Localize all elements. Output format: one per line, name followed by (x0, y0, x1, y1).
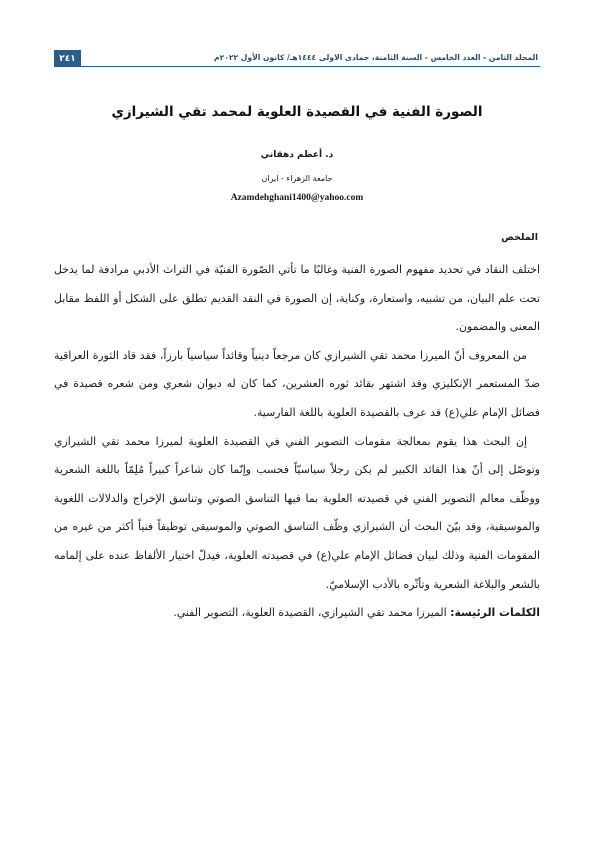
abstract-paragraph: من المعروف أنّ الميرزا محمد تقي الشيرازي كان مرجعاً دينياً وقائداً سياسياً بارزاً، فقد قاد الثورة العراقية ضدّ المستعمر الإنكليزي وقد اشتهر بقائد ثوره العشرين، كما كان له ديوان شعري ومن شعره قصيدة في فضائل الإمام علي(ع) قد عرف بالقصيدة العلوية باللغة الفارسية. (54, 348, 540, 419)
author-name: د. أعظم دهقاني (260, 150, 334, 160)
abstract-heading: الملخص (501, 232, 538, 243)
abstract-paragraph: إن البحث هذا يقوم بمعالجة مقومات التصوير الفني في القصيدة العلوية لميرزا محمد تقي الشيرازي وتوصّل إلى أنّ هذا القائد الكبير لم يكن رجلاً سياسيّاً فحسب وإنّما كان شاعراً كبيراً مُلِمّاً باللغة الشعرية ووظّف معالم التصوير الفني في قصيدته العلوية بما فيها التناسق الصوتي وتناسق الإخراج والدلالات اللغوية والموسيقية، وقد بيّنَ البحث أن الشيرازي وظّف التناسق الصوتي والموسيقى توظيفاً فنياً أكثر من غيره من المقومات الفنية وذلك لبيان فضائل الإمام علي(ع) في قصيدته العلوية، فيدلّ اختيار الألفاظ عنده على إلمامه بالشعر والبلاغة الشعرية وتأثّره بالأدب الإسلاميّ. (54, 434, 540, 591)
page-number: ٢٤١ (54, 50, 81, 67)
author-email: Azamdehghani1400@yahoo.com (230, 193, 364, 203)
keywords-text: الميرزا محمد تقي الشيرازي، القصيدة العلوية، التصوير الفني. (173, 606, 451, 620)
article-title: الصورة الفنية في القصيدة العلوية لمحمد تقي الشيرازي (111, 104, 483, 120)
abstract-body (54, 256, 540, 628)
keywords (54, 599, 540, 628)
running-header (54, 50, 540, 67)
keywords-label: الكلمات الرئيسة: (450, 606, 540, 620)
running-head-text: المجلد الثامن - العدد الخامس - السنة الثامنة، جمادى الاولى ١٤٤٤هـ/ كانون الأول ٢٠٢٢م (81, 50, 540, 67)
author-affiliation: جامعة الزهراء - ايران (261, 174, 333, 183)
abstract-paragraph: اختلف النقاد في تحديد مفهوم الصورة الفنية وغالبًا ما تأتي الصّورة الفنيّة في التراث الأدبي مرادفة لما يدخل تحت علم البيان، من تشبيه، واستعارة، وكناية، إن الصورة في النقد القديم تطلق على الشكل أو اللفظ مقابل المعنى والمضمون. (54, 263, 540, 334)
